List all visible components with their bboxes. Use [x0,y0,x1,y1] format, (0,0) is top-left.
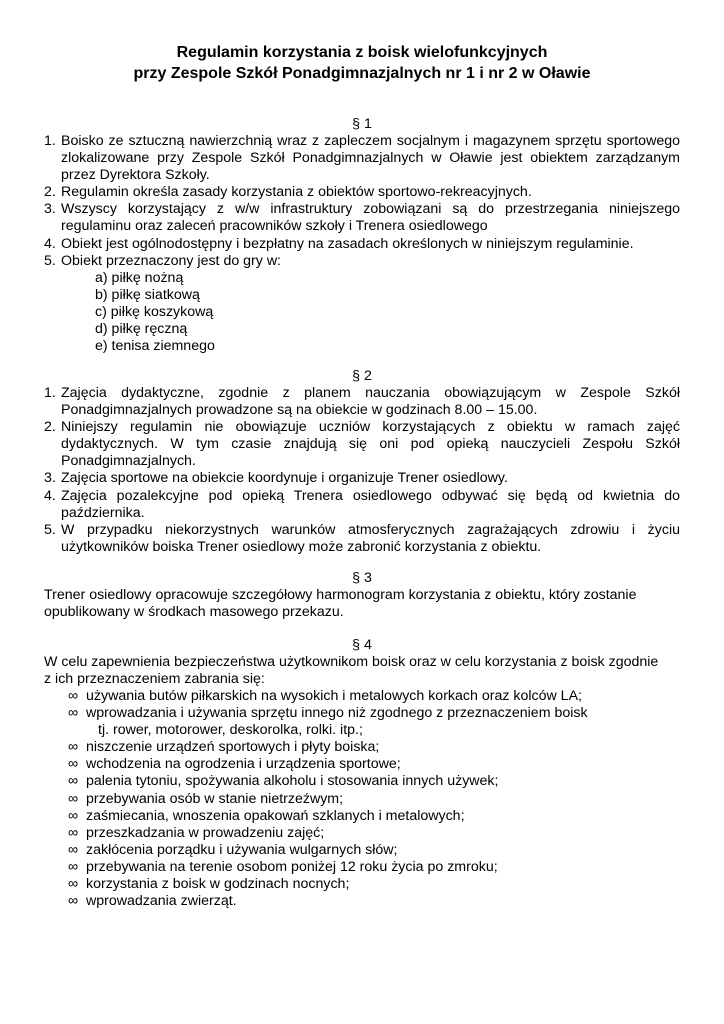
prohibition-text: przebywania na terenie osobom poniżej 12 roku życia po zmroku; [86,858,498,875]
item-number: 1. [44,133,56,149]
section-3-heading: § 3 [352,570,372,586]
sport-option: e) tenisa ziemnego [95,338,215,355]
sport-option: d) piłkę ręczną [95,321,188,338]
infinity-bullet-icon: ∞ [68,858,79,875]
section-2-item [44,385,680,419]
section-1-list [44,133,680,355]
prohibition-item [68,859,688,876]
infinity-bullet-icon: ∞ [68,824,79,841]
prohibition-text: palenia tytoniu, spożywania alkoholu i stosowania innych używek; [86,773,499,790]
section-2-item [44,470,680,487]
item-text: Zajęcia pozalekcyjne pod opieką Trenera osiedlowego odbywać się będą od kwietnia do października. [61,487,680,521]
section-3-line-2: opublikowany w środkach masowego przekazu. [44,604,344,620]
item-number: 4. [44,487,56,504]
item-number: 2. [44,184,56,201]
item-text: Boisko ze sztuczną nawierzchnią wraz z zapleczem socjalnym i magazynem sprzętu sportowego zlokalizowane przy Zespole Szkół Ponadgimnazjalnych w Oławie jest obiektem zarządzanym przez Dyrektora Szkoły. [61,133,680,184]
prohibition-item [68,739,688,756]
infinity-bullet-icon: ∞ [68,773,79,790]
item-number: 1. [44,385,56,401]
infinity-bullet-icon: ∞ [68,688,79,704]
prohibition-text: korzystania z boisk w godzinach nocnych; [86,876,350,893]
infinity-bullet-icon: ∞ [68,807,79,824]
section-1-item [44,133,680,184]
item-text: Zajęcia dydaktyczne, zgodnie z planem nauczania obowiązującym w Zespole Szkół Ponadgimnazjalnych prowadzone są na obiekcie w godzinach 8.00 – 15.00. [61,385,680,419]
document-title-line-1: Regulamin korzystania z boisk wielofunkcyjnych [176,44,548,61]
prohibition-item [68,688,688,705]
section-2-item [44,419,680,470]
prohibition-text: wprowadzania zwierząt. [86,893,237,910]
document-title-line-2: przy Zespole Szkół Ponadgimnazjalnych nr 1 i nr 2 w Oławie [133,65,591,82]
prohibition-text: zaśmiecania, wnoszenia opakowań szklanych i metalowych; [86,807,465,824]
section-1-item [44,253,680,356]
section-4-line-1: W celu zapewnienia bezpieczeństwa użytkownikom boisk oraz w celu korzystania z boisk zgodnie [44,654,659,670]
prohibition-text: zakłócenia porządku i używania wulgarnych słów; [86,841,398,858]
infinity-bullet-icon: ∞ [68,739,79,756]
item-text: Regulamin określa zasady korzystania z obiektów sportowo-rekreacyjnych. [61,184,532,201]
item-number: 3. [44,201,56,218]
infinity-bullet-icon: ∞ [68,841,79,858]
item-text: Obiekt przeznaczony jest do gry w: [61,252,282,269]
section-2-list [44,385,680,556]
prohibition-item [68,825,688,842]
item-text: Zajęcia sportowe na obiekcie koordynuje i organizuje Trener osiedlowy. [61,470,508,487]
sport-options-list [61,270,680,355]
item-text: Wszyscy korzystający z w/w infrastruktury zobowiązani są do przestrzegania niniejszego regulaminu oraz zaleceń pracowników szkoły i Trenera osiedlowego [61,201,680,235]
sport-option: c) piłkę koszykową [95,303,214,320]
prohibition-item [68,893,688,910]
prohibition-item [68,808,688,825]
prohibition-text: używania butów piłkarskich na wysokich i metalowych korkach oraz kolców LA; [86,688,582,704]
prohibition-item [68,876,688,893]
item-number: 5. [44,252,56,269]
item-number: 4. [44,235,56,252]
section-3-line-1: Trener osiedlowy opracowuje szczegółowy harmonogram korzystania z obiektu, który zostanie [44,587,637,603]
prohibition-text-continuation: tj. rower, motorower, deskorolka, rolki. itp.; [98,722,363,739]
item-text: Niniejszy regulamin nie obowiązuje uczniów korzystających z obiektu w ramach zajęć dydaktycznych. W tym czasie znajdują się oni pod opieką nauczycieli Zespołu Szkół Ponadgimnazjalnych. [61,419,680,470]
prohibition-text: niszczenie urządzeń sportowych i płyty boiska; [86,739,380,756]
item-text: Obiekt jest ogólnodostępny i bezpłatny na zasadach określonych w niniejszym regulaminie. [61,235,634,252]
infinity-bullet-icon: ∞ [68,893,79,910]
infinity-bullet-icon: ∞ [68,756,79,773]
section-1-heading: § 1 [352,116,372,132]
prohibition-item [68,756,688,773]
prohibition-item [68,705,688,739]
infinity-bullet-icon: ∞ [68,876,79,893]
prohibition-text: przeszkadzania w prowadzeniu zajęć; [86,824,325,841]
prohibition-text: wchodzenia na ogrodzenia i urządzenia sportowe; [86,756,401,773]
sport-option: b) piłkę siatkową [95,286,200,303]
section-2-heading: § 2 [352,368,372,384]
infinity-bullet-icon: ∞ [68,790,79,807]
section-2-item [44,488,680,522]
item-number: 5. [44,521,56,538]
prohibition-text: wprowadzania i używania sprzętu innego niż zgodnego z przeznaczeniem boisk [86,705,588,722]
sport-option: a) piłkę nożną [95,269,184,286]
item-number: 2. [44,419,56,436]
section-1-item [44,184,680,201]
prohibition-text: przebywania osób w stanie nietrzeźwym; [86,790,344,807]
section-2-item [44,522,680,556]
section-1-item [44,201,680,235]
prohibition-item [68,791,688,808]
section-1-item [44,236,680,253]
section-4-line-2: z ich przeznaczeniem zabrania się: [44,671,265,687]
prohibition-item [68,773,688,790]
prohibitions-list [68,688,688,910]
item-number: 3. [44,470,56,487]
item-text: W przypadku niekorzystnych warunków atmosferycznych zagrażających zdrowiu i życiu użytkowników boiska Trener osiedlowy może zabronić korzystania z obiektu. [61,521,680,555]
section-4-heading: § 4 [352,637,372,653]
prohibition-item [68,842,688,859]
infinity-bullet-icon: ∞ [68,705,79,722]
